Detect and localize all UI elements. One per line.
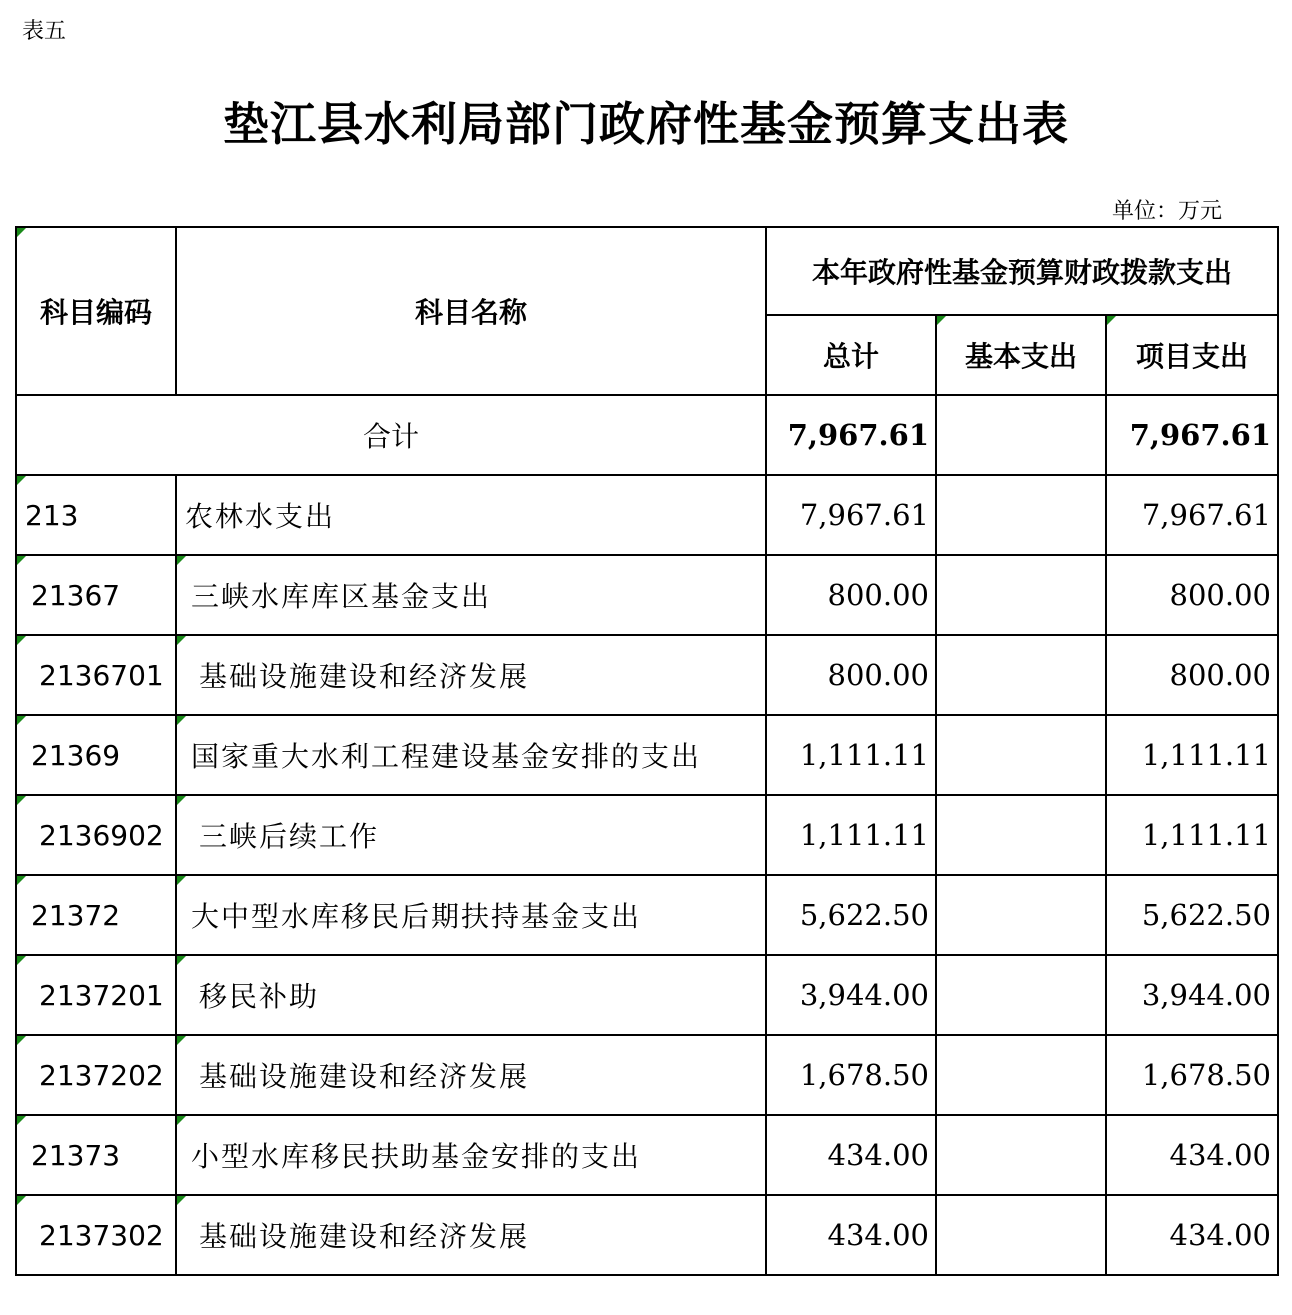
total-project: 7,967.61 [1106, 395, 1278, 475]
row-basic [936, 875, 1106, 955]
row-code: 2136701 [16, 635, 176, 715]
header-project: 项目支出 [1106, 315, 1278, 395]
header-name: 科目名称 [176, 227, 766, 395]
row-basic [936, 955, 1106, 1035]
row-code: 2137202 [16, 1035, 176, 1115]
table-row [16, 955, 1278, 1035]
row-basic [936, 1195, 1106, 1275]
table-row [16, 1035, 1278, 1115]
row-project: 800.00 [1106, 635, 1278, 715]
row-basic [936, 555, 1106, 635]
row-code: 2137201 [16, 955, 176, 1035]
row-code: 2136902 [16, 795, 176, 875]
row-name: 国家重大水利工程建设基金安排的支出 [176, 715, 766, 795]
row-name: 大中型水库移民后期扶持基金支出 [176, 875, 766, 955]
row-name: 移民补助 [176, 955, 766, 1035]
row-total: 3,944.00 [766, 955, 936, 1035]
row-name: 农林水支出 [176, 475, 766, 555]
table-label: 表五 [22, 19, 67, 44]
header-basic: 基本支出 [936, 315, 1106, 395]
row-total: 1,111.11 [766, 715, 936, 795]
row-project: 3,944.00 [1106, 955, 1278, 1035]
row-project: 434.00 [1106, 1115, 1278, 1195]
table-row [16, 715, 1278, 795]
row-name: 三峡后续工作 [176, 795, 766, 875]
table-row [16, 1195, 1278, 1275]
unit-label: 单位：万元 [1112, 199, 1223, 224]
table-row [16, 555, 1278, 635]
row-project: 434.00 [1106, 1195, 1278, 1275]
row-project: 800.00 [1106, 555, 1278, 635]
row-total: 7,967.61 [766, 475, 936, 555]
row-total: 434.00 [766, 1115, 936, 1195]
row-name: 三峡水库库区基金支出 [176, 555, 766, 635]
row-code: 213 [16, 475, 176, 555]
row-total: 5,622.50 [766, 875, 936, 955]
total-total: 7,967.61 [766, 395, 936, 475]
row-name: 小型水库移民扶助基金安排的支出 [176, 1115, 766, 1195]
row-code: 2137302 [16, 1195, 176, 1275]
row-basic [936, 635, 1106, 715]
row-project: 1,111.11 [1106, 715, 1278, 795]
row-project: 1,678.50 [1106, 1035, 1278, 1115]
row-project: 5,622.50 [1106, 875, 1278, 955]
row-code: 21369 [16, 715, 176, 795]
table-row [16, 1115, 1278, 1195]
row-name: 基础设施建设和经济发展 [176, 1195, 766, 1275]
row-basic [936, 715, 1106, 795]
row-total: 800.00 [766, 555, 936, 635]
table-row [16, 875, 1278, 955]
row-code: 21372 [16, 875, 176, 955]
header-total: 总计 [766, 315, 936, 395]
row-name: 基础设施建设和经济发展 [176, 635, 766, 715]
page-title: 垫江县水利局部门政府性基金预算支出表 [223, 97, 1069, 151]
budget-table [15, 226, 1279, 1276]
row-project: 1,111.11 [1106, 795, 1278, 875]
row-project: 7,967.61 [1106, 475, 1278, 555]
total-basic [936, 395, 1106, 475]
row-name: 基础设施建设和经济发展 [176, 1035, 766, 1115]
row-total: 800.00 [766, 635, 936, 715]
row-basic [936, 1035, 1106, 1115]
row-total: 1,678.50 [766, 1035, 936, 1115]
table-row [16, 795, 1278, 875]
total-label: 合计 [16, 395, 766, 475]
row-total: 1,111.11 [766, 795, 936, 875]
table-row [16, 635, 1278, 715]
table-row [16, 475, 1278, 555]
header-group: 本年政府性基金预算财政拨款支出 [766, 227, 1278, 315]
row-basic [936, 1115, 1106, 1195]
row-total: 434.00 [766, 1195, 936, 1275]
row-basic [936, 795, 1106, 875]
total-row [16, 395, 1278, 475]
row-code: 21373 [16, 1115, 176, 1195]
row-code: 21367 [16, 555, 176, 635]
row-basic [936, 475, 1106, 555]
header-code: 科目编码 [16, 227, 176, 395]
